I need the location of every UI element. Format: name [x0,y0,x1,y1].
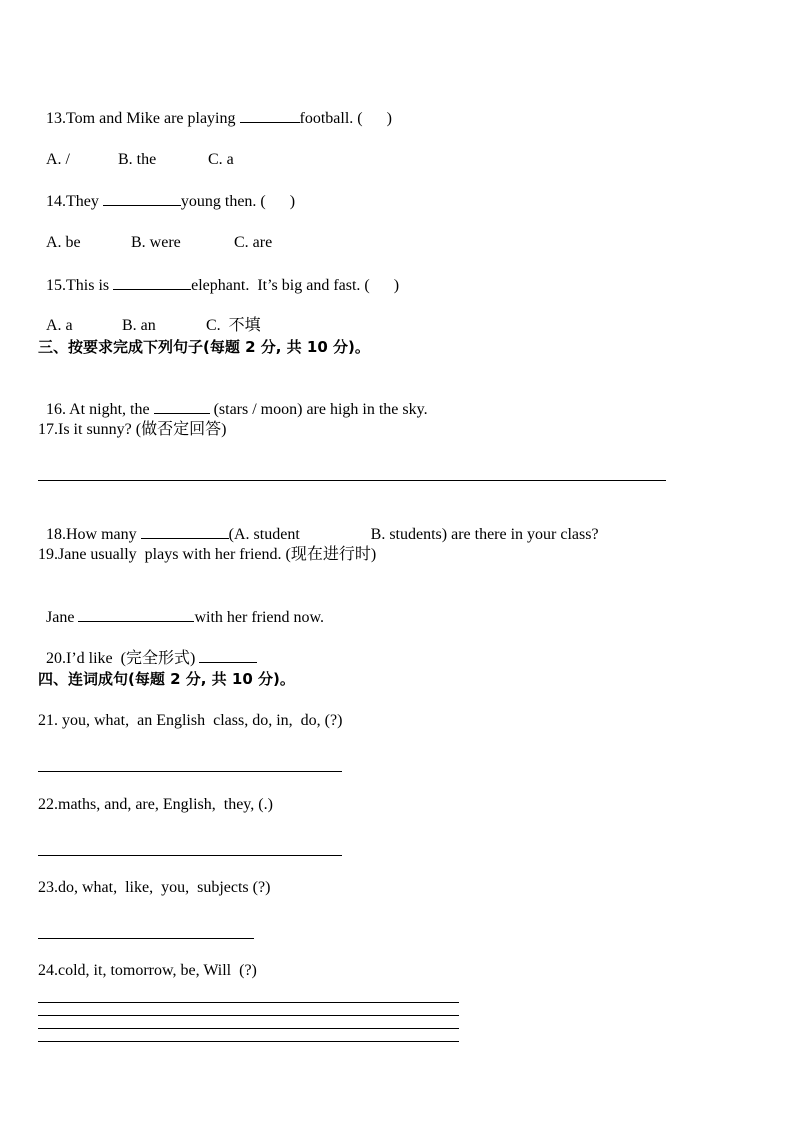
q24-answer-line-1[interactable] [38,1002,459,1003]
q20-stem: 20.I’d like (完全形式) [46,650,200,667]
q24-answer-line-3[interactable] [38,1028,459,1029]
q24-answer-line-2[interactable] [38,1015,459,1016]
q14-options [38,213,272,253]
q13-stem-start: 13.Tom and Mike are playing [46,110,240,127]
q14-option-b: B. were [131,234,181,251]
q18-stem-start: 18.How many [46,526,141,543]
q13-option-c: C. a [208,151,234,168]
q14-option-a: A. be [46,234,81,251]
q19-blank[interactable] [78,607,194,622]
question-20 [38,628,257,669]
q20-blank[interactable] [199,648,257,663]
question-22: 22.maths, and, are, English, they, (.) [38,796,273,813]
q15-stem-start: 15.This is [46,277,114,294]
question-13 [38,88,392,129]
q19-answer-end: with her friend now. [194,609,325,626]
question-19: 19.Jane usually plays with her friend. (现在进行时) [38,546,377,563]
q15-stem-end: elephant. It’s big and fast. ( ) [191,277,400,294]
q13-option-a: A. / [46,151,70,168]
question-18 [38,504,599,545]
q13-blank[interactable] [240,108,300,123]
q13-options [38,130,234,170]
question-16 [38,379,428,420]
q15-blank[interactable] [113,275,191,290]
question-21: 21. you, what, an English class, do, in, do, (?) [38,712,343,729]
q15-options [38,296,261,336]
question-24: 24.cold, it, tomorrow, be, Will (?) [38,962,257,979]
q24-answer-line-4[interactable] [38,1041,459,1042]
q14-stem-start: 14.They [46,193,103,210]
q16-blank[interactable] [154,399,210,414]
q18-option-a: (A. student [228,526,300,543]
q22-answer-line[interactable] [38,855,342,856]
q19-answer [38,587,324,628]
q14-option-c: C. are [234,234,273,251]
q19-answer-start: Jane [46,609,79,626]
question-23: 23.do, what, like, you, subjects (?) [38,879,271,896]
q17-answer-line[interactable] [38,480,666,481]
q18-blank[interactable] [141,524,229,539]
q23-answer-line[interactable] [38,938,254,939]
q14-stem-end: young then. ( ) [180,193,296,210]
q16-stem-start: 16. At night, the [46,401,154,418]
question-15 [38,255,399,296]
question-14 [38,171,295,212]
q21-answer-line[interactable] [38,771,342,772]
q13-stem-end: football. ( ) [299,110,392,127]
q14-blank[interactable] [103,191,181,206]
q16-stem-end: (stars / moon) are high in the sky. [209,401,428,418]
question-17: 17.Is it sunny? (做否定回答) [38,421,227,438]
q18-option-b: B. students) are there in your class? [370,526,599,543]
section-4-title: 四、连词成句(每题 2 分, 共 10 分)。 [38,670,295,688]
q15-option-b: B. an [122,317,156,334]
section-3-title: 三、按要求完成下列句子(每题 2 分, 共 10 分)。 [38,338,370,356]
q15-option-c: C. 不填 [206,317,261,334]
q15-option-a: A. a [46,317,73,334]
q13-option-b: B. the [118,151,157,168]
